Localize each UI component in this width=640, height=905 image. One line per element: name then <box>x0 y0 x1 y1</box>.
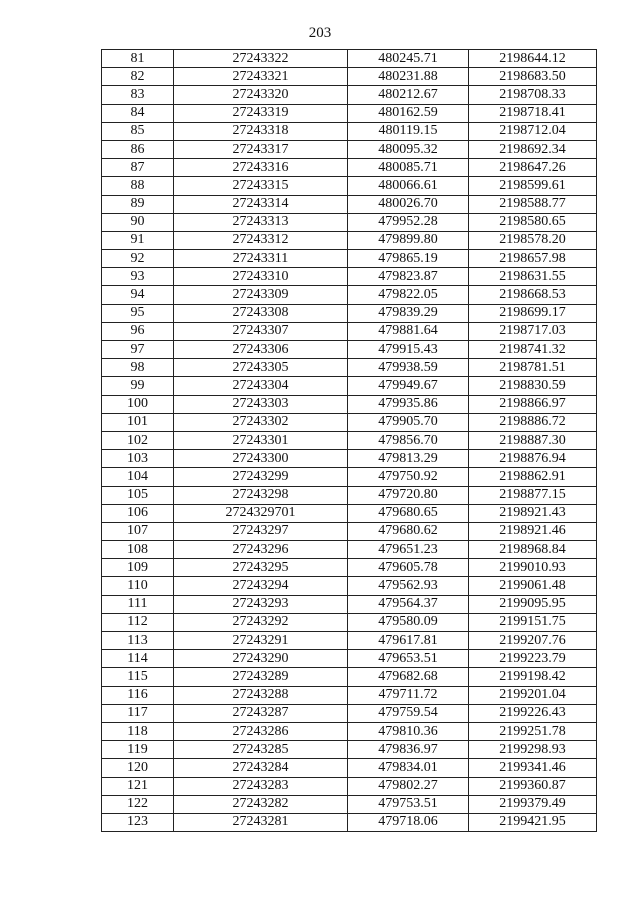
point-id-cell: 27243308 <box>174 304 348 322</box>
x-coordinate-cell: 479839.29 <box>348 304 469 322</box>
x-coordinate-cell: 479810.36 <box>348 722 469 740</box>
row-index-cell: 87 <box>102 159 174 177</box>
point-id-cell: 27243296 <box>174 541 348 559</box>
y-coordinate-cell: 2198921.46 <box>469 522 597 540</box>
point-id-cell: 27243322 <box>174 50 348 68</box>
table-row <box>102 68 597 86</box>
row-index-cell: 118 <box>102 722 174 740</box>
point-id-cell: 27243285 <box>174 741 348 759</box>
y-coordinate-cell: 2199201.04 <box>469 686 597 704</box>
table-row <box>102 341 597 359</box>
table-row <box>102 268 597 286</box>
y-coordinate-cell: 2198781.51 <box>469 359 597 377</box>
table-row <box>102 559 597 577</box>
table-row <box>102 577 597 595</box>
point-id-cell: 27243294 <box>174 577 348 595</box>
point-id-cell: 27243302 <box>174 413 348 431</box>
x-coordinate-cell: 479759.54 <box>348 704 469 722</box>
coordinates-table <box>101 49 597 832</box>
y-coordinate-cell: 2198668.53 <box>469 286 597 304</box>
point-id-cell: 27243316 <box>174 159 348 177</box>
point-id-cell: 27243287 <box>174 704 348 722</box>
table-row <box>102 613 597 631</box>
point-id-cell: 27243298 <box>174 486 348 504</box>
point-id-cell: 27243307 <box>174 322 348 340</box>
point-id-cell: 27243291 <box>174 632 348 650</box>
row-index-cell: 99 <box>102 377 174 395</box>
x-coordinate-cell: 479915.43 <box>348 341 469 359</box>
table-row <box>102 50 597 68</box>
row-index-cell: 95 <box>102 304 174 322</box>
y-coordinate-cell: 2199379.49 <box>469 795 597 813</box>
x-coordinate-cell: 479720.80 <box>348 486 469 504</box>
row-index-cell: 112 <box>102 613 174 631</box>
point-id-cell: 27243286 <box>174 722 348 740</box>
row-index-cell: 81 <box>102 50 174 68</box>
point-id-cell: 27243309 <box>174 286 348 304</box>
point-id-cell: 27243313 <box>174 213 348 231</box>
point-id-cell: 27243284 <box>174 759 348 777</box>
point-id-cell: 27243320 <box>174 86 348 104</box>
y-coordinate-cell: 2198887.30 <box>469 431 597 449</box>
row-index-cell: 92 <box>102 250 174 268</box>
point-id-cell: 27243312 <box>174 231 348 249</box>
table-row <box>102 413 597 431</box>
y-coordinate-cell: 2199095.95 <box>469 595 597 613</box>
y-coordinate-cell: 2199198.42 <box>469 668 597 686</box>
row-index-cell: 119 <box>102 741 174 759</box>
y-coordinate-cell: 2198866.97 <box>469 395 597 413</box>
y-coordinate-cell: 2198830.59 <box>469 377 597 395</box>
point-id-cell: 27243314 <box>174 195 348 213</box>
y-coordinate-cell: 2199226.43 <box>469 704 597 722</box>
row-index-cell: 100 <box>102 395 174 413</box>
point-id-cell: 27243282 <box>174 795 348 813</box>
y-coordinate-cell: 2198718.41 <box>469 104 597 122</box>
y-coordinate-cell: 2198876.94 <box>469 450 597 468</box>
x-coordinate-cell: 479899.80 <box>348 231 469 249</box>
table-row <box>102 395 597 413</box>
y-coordinate-cell: 2198741.32 <box>469 341 597 359</box>
point-id-cell: 2724329701 <box>174 504 348 522</box>
x-coordinate-cell: 480066.61 <box>348 177 469 195</box>
row-index-cell: 113 <box>102 632 174 650</box>
row-index-cell: 102 <box>102 431 174 449</box>
row-index-cell: 117 <box>102 704 174 722</box>
x-coordinate-cell: 479905.70 <box>348 413 469 431</box>
row-index-cell: 123 <box>102 813 174 831</box>
x-coordinate-cell: 479753.51 <box>348 795 469 813</box>
x-coordinate-cell: 479834.01 <box>348 759 469 777</box>
x-coordinate-cell: 480212.67 <box>348 86 469 104</box>
x-coordinate-cell: 479580.09 <box>348 613 469 631</box>
table-row <box>102 450 597 468</box>
row-index-cell: 89 <box>102 195 174 213</box>
row-index-cell: 97 <box>102 341 174 359</box>
y-coordinate-cell: 2199010.93 <box>469 559 597 577</box>
row-index-cell: 98 <box>102 359 174 377</box>
row-index-cell: 116 <box>102 686 174 704</box>
point-id-cell: 27243293 <box>174 595 348 613</box>
table-row <box>102 250 597 268</box>
y-coordinate-cell: 2198657.98 <box>469 250 597 268</box>
table-row <box>102 722 597 740</box>
point-id-cell: 27243303 <box>174 395 348 413</box>
y-coordinate-cell: 2198588.77 <box>469 195 597 213</box>
x-coordinate-cell: 479718.06 <box>348 813 469 831</box>
x-coordinate-cell: 479856.70 <box>348 431 469 449</box>
table-row <box>102 632 597 650</box>
x-coordinate-cell: 480085.71 <box>348 159 469 177</box>
x-coordinate-cell: 479865.19 <box>348 250 469 268</box>
row-index-cell: 91 <box>102 231 174 249</box>
point-id-cell: 27243315 <box>174 177 348 195</box>
point-id-cell: 27243289 <box>174 668 348 686</box>
y-coordinate-cell: 2198717.03 <box>469 322 597 340</box>
row-index-cell: 120 <box>102 759 174 777</box>
table-row <box>102 650 597 668</box>
x-coordinate-cell: 480231.88 <box>348 68 469 86</box>
table-body <box>102 50 597 832</box>
row-index-cell: 104 <box>102 468 174 486</box>
point-id-cell: 27243311 <box>174 250 348 268</box>
x-coordinate-cell: 479605.78 <box>348 559 469 577</box>
x-coordinate-cell: 480119.15 <box>348 122 469 140</box>
x-coordinate-cell: 479682.68 <box>348 668 469 686</box>
y-coordinate-cell: 2199223.79 <box>469 650 597 668</box>
row-index-cell: 110 <box>102 577 174 595</box>
y-coordinate-cell: 2198877.15 <box>469 486 597 504</box>
y-coordinate-cell: 2199061.48 <box>469 577 597 595</box>
x-coordinate-cell: 479822.05 <box>348 286 469 304</box>
table-row <box>102 177 597 195</box>
table-row <box>102 195 597 213</box>
row-index-cell: 84 <box>102 104 174 122</box>
point-id-cell: 27243297 <box>174 522 348 540</box>
row-index-cell: 106 <box>102 504 174 522</box>
point-id-cell: 27243304 <box>174 377 348 395</box>
x-coordinate-cell: 480245.71 <box>348 50 469 68</box>
table-row <box>102 468 597 486</box>
y-coordinate-cell: 2198699.17 <box>469 304 597 322</box>
row-index-cell: 105 <box>102 486 174 504</box>
point-id-cell: 27243321 <box>174 68 348 86</box>
row-index-cell: 107 <box>102 522 174 540</box>
x-coordinate-cell: 479680.62 <box>348 522 469 540</box>
table-row <box>102 122 597 140</box>
row-index-cell: 94 <box>102 286 174 304</box>
point-id-cell: 27243317 <box>174 140 348 158</box>
y-coordinate-cell: 2198647.26 <box>469 159 597 177</box>
row-index-cell: 103 <box>102 450 174 468</box>
row-index-cell: 85 <box>102 122 174 140</box>
row-index-cell: 93 <box>102 268 174 286</box>
table-row <box>102 522 597 540</box>
point-id-cell: 27243301 <box>174 431 348 449</box>
table-row <box>102 813 597 831</box>
y-coordinate-cell: 2198712.04 <box>469 122 597 140</box>
y-coordinate-cell: 2198692.34 <box>469 140 597 158</box>
row-index-cell: 88 <box>102 177 174 195</box>
y-coordinate-cell: 2198862.91 <box>469 468 597 486</box>
point-id-cell: 27243283 <box>174 777 348 795</box>
y-coordinate-cell: 2199360.87 <box>469 777 597 795</box>
page-number: 203 <box>308 25 332 41</box>
table-row <box>102 741 597 759</box>
x-coordinate-cell: 479813.29 <box>348 450 469 468</box>
table-row <box>102 359 597 377</box>
y-coordinate-cell: 2199421.95 <box>469 813 597 831</box>
table-row <box>102 795 597 813</box>
y-coordinate-cell: 2198683.50 <box>469 68 597 86</box>
x-coordinate-cell: 480162.59 <box>348 104 469 122</box>
row-index-cell: 109 <box>102 559 174 577</box>
x-coordinate-cell: 479802.27 <box>348 777 469 795</box>
table-row <box>102 431 597 449</box>
x-coordinate-cell: 479750.92 <box>348 468 469 486</box>
point-id-cell: 27243281 <box>174 813 348 831</box>
row-index-cell: 108 <box>102 541 174 559</box>
y-coordinate-cell: 2199151.75 <box>469 613 597 631</box>
table-row <box>102 86 597 104</box>
x-coordinate-cell: 480095.32 <box>348 140 469 158</box>
point-id-cell: 27243319 <box>174 104 348 122</box>
table-row <box>102 231 597 249</box>
x-coordinate-cell: 479651.23 <box>348 541 469 559</box>
table-row <box>102 686 597 704</box>
x-coordinate-cell: 479949.67 <box>348 377 469 395</box>
y-coordinate-cell: 2198968.84 <box>469 541 597 559</box>
point-id-cell: 27243318 <box>174 122 348 140</box>
row-index-cell: 122 <box>102 795 174 813</box>
point-id-cell: 27243295 <box>174 559 348 577</box>
row-index-cell: 115 <box>102 668 174 686</box>
table-row <box>102 777 597 795</box>
point-id-cell: 27243299 <box>174 468 348 486</box>
y-coordinate-cell: 2198708.33 <box>469 86 597 104</box>
y-coordinate-cell: 2198631.55 <box>469 268 597 286</box>
table-row <box>102 159 597 177</box>
row-index-cell: 90 <box>102 213 174 231</box>
x-coordinate-cell: 479711.72 <box>348 686 469 704</box>
x-coordinate-cell: 479823.87 <box>348 268 469 286</box>
x-coordinate-cell: 479680.65 <box>348 504 469 522</box>
y-coordinate-cell: 2198599.61 <box>469 177 597 195</box>
point-id-cell: 27243305 <box>174 359 348 377</box>
point-id-cell: 27243306 <box>174 341 348 359</box>
row-index-cell: 101 <box>102 413 174 431</box>
point-id-cell: 27243300 <box>174 450 348 468</box>
table-row <box>102 304 597 322</box>
table-row <box>102 104 597 122</box>
point-id-cell: 27243292 <box>174 613 348 631</box>
table-row <box>102 486 597 504</box>
point-id-cell: 27243310 <box>174 268 348 286</box>
y-coordinate-cell: 2198580.65 <box>469 213 597 231</box>
row-index-cell: 111 <box>102 595 174 613</box>
y-coordinate-cell: 2199341.46 <box>469 759 597 777</box>
point-id-cell: 27243288 <box>174 686 348 704</box>
table-row <box>102 504 597 522</box>
row-index-cell: 82 <box>102 68 174 86</box>
table-row <box>102 759 597 777</box>
row-index-cell: 114 <box>102 650 174 668</box>
table-row <box>102 322 597 340</box>
point-id-cell: 27243290 <box>174 650 348 668</box>
x-coordinate-cell: 479836.97 <box>348 741 469 759</box>
table-row <box>102 213 597 231</box>
y-coordinate-cell: 2199207.76 <box>469 632 597 650</box>
row-index-cell: 83 <box>102 86 174 104</box>
y-coordinate-cell: 2199298.93 <box>469 741 597 759</box>
y-coordinate-cell: 2198921.43 <box>469 504 597 522</box>
table-row <box>102 668 597 686</box>
x-coordinate-cell: 479617.81 <box>348 632 469 650</box>
x-coordinate-cell: 479935.86 <box>348 395 469 413</box>
table-row <box>102 541 597 559</box>
table-row <box>102 286 597 304</box>
row-index-cell: 86 <box>102 140 174 158</box>
y-coordinate-cell: 2198644.12 <box>469 50 597 68</box>
table-row <box>102 595 597 613</box>
y-coordinate-cell: 2199251.78 <box>469 722 597 740</box>
row-index-cell: 96 <box>102 322 174 340</box>
table-row <box>102 377 597 395</box>
table-row <box>102 140 597 158</box>
x-coordinate-cell: 479564.37 <box>348 595 469 613</box>
y-coordinate-cell: 2198578.20 <box>469 231 597 249</box>
x-coordinate-cell: 479881.64 <box>348 322 469 340</box>
y-coordinate-cell: 2198886.72 <box>469 413 597 431</box>
x-coordinate-cell: 479653.51 <box>348 650 469 668</box>
x-coordinate-cell: 479938.59 <box>348 359 469 377</box>
table-row <box>102 704 597 722</box>
x-coordinate-cell: 480026.70 <box>348 195 469 213</box>
x-coordinate-cell: 479562.93 <box>348 577 469 595</box>
row-index-cell: 121 <box>102 777 174 795</box>
x-coordinate-cell: 479952.28 <box>348 213 469 231</box>
